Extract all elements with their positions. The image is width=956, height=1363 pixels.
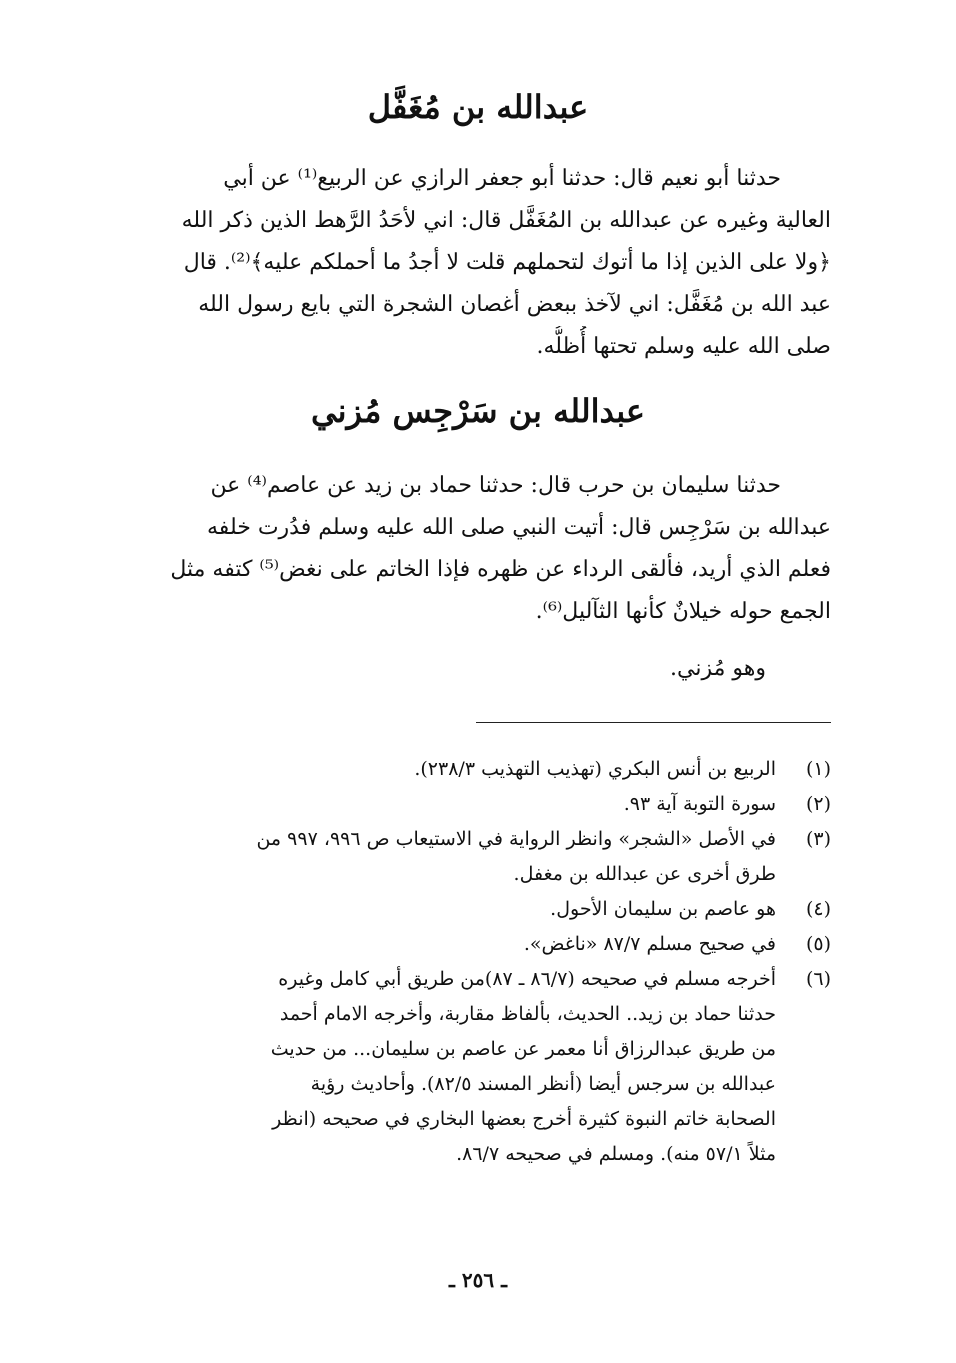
footnote-4 xyxy=(180,892,831,927)
paragraph-line: صلى الله عليه وسلم تحتها أُظلُّه. xyxy=(536,334,831,359)
footnote-number: (٢) xyxy=(805,793,831,815)
paragraph-line: عبد الله بن مُغَفَّل: اني لآخذ ببعض أغصان الشجرة التي بايع رسول الله xyxy=(198,292,831,317)
paragraph-line: عبدالله بن سَرْجِس قال: أتيت النبي صلى الله عليه وسلم فدُرت خلفه xyxy=(207,515,831,540)
footnote-5 xyxy=(180,927,831,962)
footnotes xyxy=(180,752,831,1172)
footnote-line: أخرجه مسلم في صحيحه (٨٦/٧ ـ ٨٧)من طريق أبي كامل وغيره xyxy=(278,968,776,990)
section-title-ibn-mughaffal: عبدالله بن مُغَفَّل xyxy=(367,88,589,126)
paragraph-line: فعلم الذي أريد، فألقى الرداء عن ظهره فإذا الخاتم على نغض⁽⁵⁾ كتفه مثل xyxy=(170,557,831,582)
footnote-line: هو عاصم بن سليمان الأحول. xyxy=(550,898,776,920)
footnote-line: عبدالله بن سرجس أيضا (أنظر المسند ٨٢/٥). وأحاديث رؤية xyxy=(310,1073,776,1095)
paragraph-line: ﴿ولا على الذين إذا ما أتوك لتحملهم قلت لا أجدُ ما أحملكم عليه﴾⁽²⁾. قال xyxy=(183,250,831,275)
footnote-line: الربيع بن أنس البكري (تهذيب التهذيب ٢٣٨/٣). xyxy=(414,758,776,780)
footnote-line: طرق أخرى عن عبدالله بن مغفل. xyxy=(513,863,776,885)
footnote-2 xyxy=(180,787,831,822)
footnote-number: (٦) xyxy=(805,968,831,990)
closing-line: وهو مُزني. xyxy=(670,656,766,681)
paragraph-line: حدثنا أبو نعيم قال: حدثنا أبو جعفر الرازي عن الربيع⁽¹⁾ عن أبي xyxy=(223,166,781,191)
footnote-number: (٥) xyxy=(805,933,831,955)
footnote-line: في صحيح مسلم ٨٧/٧ «ناغض». xyxy=(523,933,776,955)
footnote-number: (١) xyxy=(805,758,831,780)
paragraph-ibn-mughaffal xyxy=(130,158,831,368)
footnote-line: حدثنا حماد بن زيد.. الحديث، بألفاظ مقاربة، وأخرجه الامام أحمد xyxy=(279,1003,776,1025)
footnote-line: من طريق عبدالرزاق أنا معمر عن عاصم بن سليمان... من حديث xyxy=(270,1038,776,1060)
paragraph-line: حدثنا سليمان بن حرب قال: حدثنا حماد بن زيد عن عاصم⁽⁴⁾ عن xyxy=(210,473,781,498)
footnote-3 xyxy=(180,822,831,892)
footnote-divider xyxy=(476,722,831,723)
footnote-line: سورة التوبة آية ٩٣. xyxy=(623,793,776,815)
footnote-line: الصحابة خاتم النبوة كثيرة أخرج بعضها البخاري في صحيحه (انظر xyxy=(272,1108,776,1130)
paragraph-line: العالية وغيره عن عبدالله بن المُغَفَّل قال: اني لأحَدُ الرَّهط الذين ذكر الله xyxy=(181,208,831,233)
section-title-ibn-sarjis: عبدالله بن سَرْجِس مُزني xyxy=(310,392,646,430)
paragraph-line: الجمع حوله خيلانٌ كأنها الثآليل⁽⁶⁾. xyxy=(535,599,831,624)
footnote-line: مثلاً ٥٧/١ منه). ومسلم في صحيحه ٨٦/٧. xyxy=(456,1143,776,1165)
footnote-number: (٤) xyxy=(805,898,831,920)
page-number: ـ ٢٥٦ ـ xyxy=(449,1268,507,1292)
paragraph-ibn-sarjis xyxy=(130,465,831,633)
footnote-number: (٣) xyxy=(805,828,831,850)
footnote-line: في الأصل «الشجر» وانظر الرواية في الاستيعاب ص ٩٩٦، ٩٩٧ من xyxy=(256,828,776,850)
footnote-1 xyxy=(180,752,831,787)
footnote-6 xyxy=(180,962,831,1172)
